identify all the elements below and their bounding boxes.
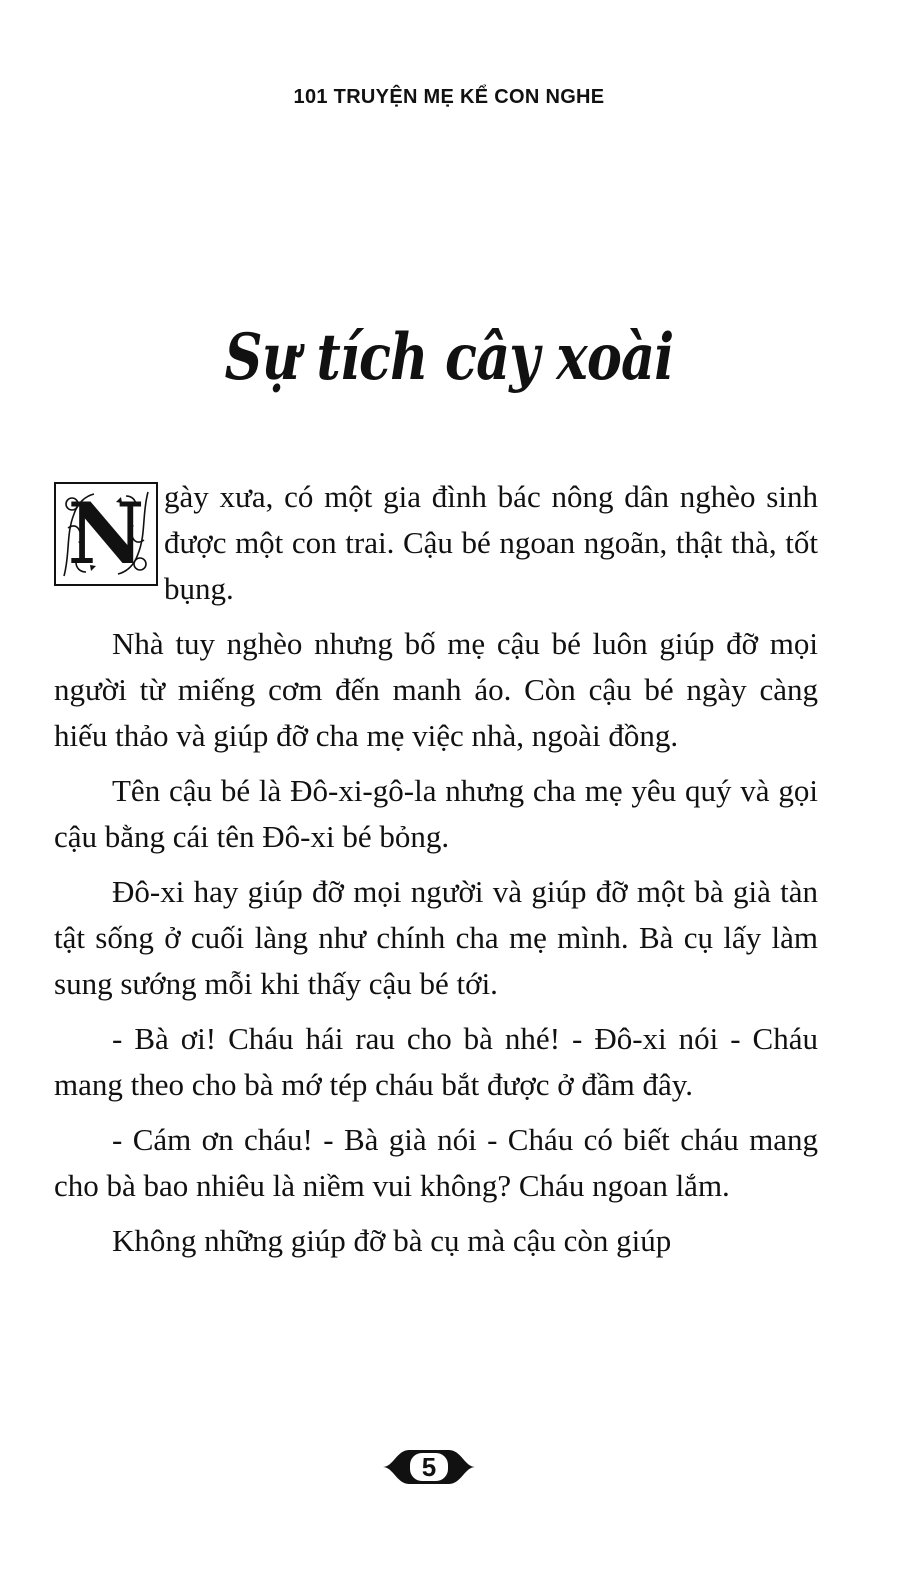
paragraph-7: Không những giúp đỡ bà cụ mà cậu còn giúp	[112, 1223, 672, 1258]
drop-cap-letter: N	[67, 484, 145, 583]
paragraph-2: Nhà tuy nghèo nhưng bố mẹ cậu bé luôn giúp đỡ mọi người từ miếng cơm đến manh áo. Còn cậu bé ngày càng hiếu thảo và giúp đỡ cha mẹ việc nhà, ngoài đồng.	[54, 626, 818, 753]
page-number-badge	[379, 1444, 479, 1490]
story-body	[54, 474, 818, 1273]
running-header: 101 TRUYỆN MẸ KỂ CON NGHE	[293, 86, 605, 108]
drop-cap	[54, 482, 158, 586]
paragraph-1	[54, 474, 818, 612]
paragraph-5: - Bà ơi! Cháu hái rau cho bà nhé! - Đô-xi nói - Cháu mang theo cho bà mớ tép cháu bắt được ở đầm đây.	[54, 1021, 818, 1102]
paragraph-3: Tên cậu bé là Đô-xi-gô-la nhưng cha mẹ yêu quý và gọi cậu bằng cái tên Đô-xi bé bỏng.	[54, 773, 818, 854]
paragraph-6: - Cám ơn cháu! - Bà già nói - Cháu có biết cháu mang cho bà bao nhiêu là niềm vui không? Cháu ngoan lắm.	[54, 1122, 818, 1203]
page-number: 5	[421, 1452, 437, 1482]
story-title: Sự tích cây xoài	[224, 320, 674, 395]
paragraph-4: Đô-xi hay giúp đỡ mọi người và giúp đỡ một bà già tàn tật sống ở cuối làng như chính cha mẹ mình. Bà cụ lấy làm sung sướng mỗi khi thấy cậu bé tới.	[54, 874, 818, 1001]
paragraph-1-text: gày xưa, có một gia đình bác nông dân nghèo sinh được một con trai. Cậu bé ngoan ngoãn, thật thà, tốt bụng.	[164, 479, 818, 606]
